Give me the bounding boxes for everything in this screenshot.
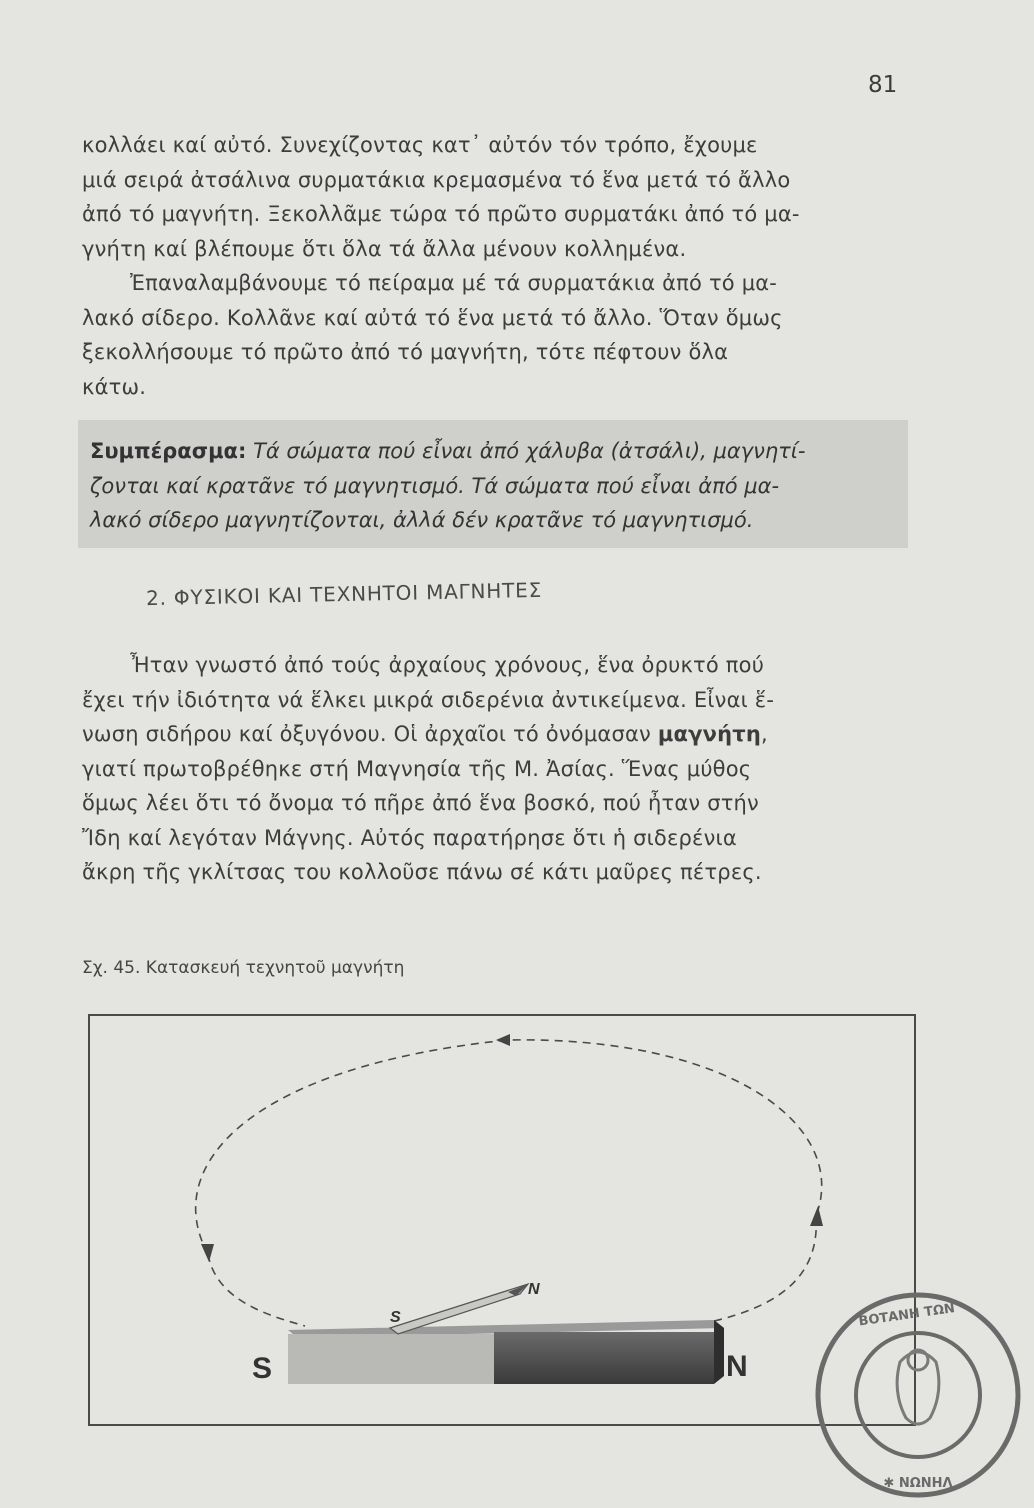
conclusion-text: ζονται καί κρατᾶνε τό μαγνητισμό. Τά σώματα πού εἶναι ἀπό μα- xyxy=(90,473,780,498)
text-line: ἀπό τό μαγνήτη. Ξεκολλᾶμε τώρα τό πρῶτο συρματάκι ἀπό τό μα- xyxy=(82,202,800,226)
needle-south-label: S xyxy=(390,1309,401,1326)
conclusion-label: Συμπέρασμα: xyxy=(90,439,247,463)
bar-south-label: S xyxy=(252,1352,273,1385)
conclusion-box xyxy=(78,420,908,548)
figure-caption: Σχ. 45. Κατασκευή τεχνητοῦ μαγνήτη xyxy=(82,958,405,978)
conclusion-text: Τά σώματα πού εἶναι ἀπό χάλυβα (ἀτσάλι), μαγνητί- xyxy=(253,439,806,463)
text-line: κολλάει καί αὐτό. Συνεχίζοντας κατ᾽ αὐτόν τόν τρόπο, ἔχουμε xyxy=(82,133,758,157)
field-line-right xyxy=(710,1216,816,1322)
arrow-head-icon xyxy=(810,1206,823,1226)
text-line: κάτω. xyxy=(82,374,147,399)
arrow-head-icon xyxy=(496,1034,510,1046)
bar-magnet-north-half xyxy=(494,1332,714,1384)
bold-term: μαγνήτη xyxy=(657,722,762,746)
text-line: ἔχει τήν ἰδιότητα νά ἕλκει μικρά σιδερένια ἀντικείμενα. Εἶναι ἕ- xyxy=(82,687,775,712)
text-line: Ἐπαναλαμβάνουμε τό πείραμα μέ τά συρματάκια ἀπό τό μα- xyxy=(130,271,778,295)
section-heading: 2. ΦΥΣΙΚΟΙ ΚΑΙ ΤΕΧΝΗΤΟΙ ΜΑΓΝΗΤΕΣ xyxy=(145,577,543,611)
text-line: μιά σειρά ἀτσάλινα συρματάκια κρεμασμένα τό ἕνα μετά τό ἄλλο xyxy=(82,167,791,192)
bar-north-label: N xyxy=(726,1350,748,1383)
text-line: Ἴδη καί λεγόταν Μάγνης. Αὐτός παρατήρησε ὅτι ἡ σιδερένια xyxy=(82,825,737,850)
svg-text:✱ ΝΩΝΗΛ: ✱ ΝΩΝΗΛ xyxy=(883,1476,953,1491)
paragraph-3 xyxy=(82,648,908,890)
bar-magnet-south-half xyxy=(288,1334,494,1384)
text-line: γνήτη καί βλέπουμε ὅτι ὅλα τά ἄλλα μένουν κολλημένα. xyxy=(82,236,687,261)
text-line: Ἦταν γνωστό ἀπό τούς ἀρχαίους χρόνους, ἕνα ὀρυκτό πού xyxy=(130,653,765,677)
text-line: ξεκολλήσουμε τό πρῶτο ἀπό τό μαγνήτη, τότε πέφτουν ὅλα xyxy=(82,340,729,364)
conclusion-text: λακό σίδερο μαγνητίζονται, ἀλλά δέν κρατᾶνε τό μαγνητισμό. xyxy=(90,508,754,532)
field-line-upper xyxy=(196,1040,822,1254)
paragraph-2 xyxy=(82,266,908,404)
page-number: 81 xyxy=(868,72,898,98)
text-line: λακό σίδερο. Κολλᾶνε καί αὐτά τό ἕνα μετά τό ἄλλο. Ὅταν ὅμως xyxy=(82,305,783,330)
text-line: ἄκρη τῆς γκλίτσας του κολλοῦσε πάνω σέ κάτι μαῦρες πέτρες. xyxy=(82,860,762,884)
arrow-head-icon xyxy=(201,1244,214,1262)
needle-north-label: N xyxy=(528,1281,540,1298)
text-line: γιατί πρωτοβρέθηκε στή Μαγνησία τῆς Μ. Ἀσίας. Ἕνας μύθος xyxy=(82,756,752,781)
magnet-illustration xyxy=(90,1016,918,1428)
library-stamp-icon xyxy=(805,1282,1031,1508)
bar-magnet-end xyxy=(714,1320,724,1384)
text-fragment: νωση σιδήρου καί ὀξυγόνου. Οἱ ἀρχαῖοι τό ὀνόμασαν xyxy=(82,722,658,746)
figure-artificial-magnet xyxy=(88,1014,916,1426)
paragraph-1 xyxy=(82,128,908,266)
text-fragment: , xyxy=(761,722,768,746)
svg-text:ΒΟΤΑΝΗ ΤΩΝ: ΒΟΤΑΝΗ ΤΩΝ xyxy=(857,1301,956,1330)
text-line: ὅμως λέει ὅτι τό ὄνομα τό πῆρε ἀπό ἕνα βοσκό, πού ἦταν στήν xyxy=(82,791,759,815)
field-line-left xyxy=(208,1254,305,1326)
